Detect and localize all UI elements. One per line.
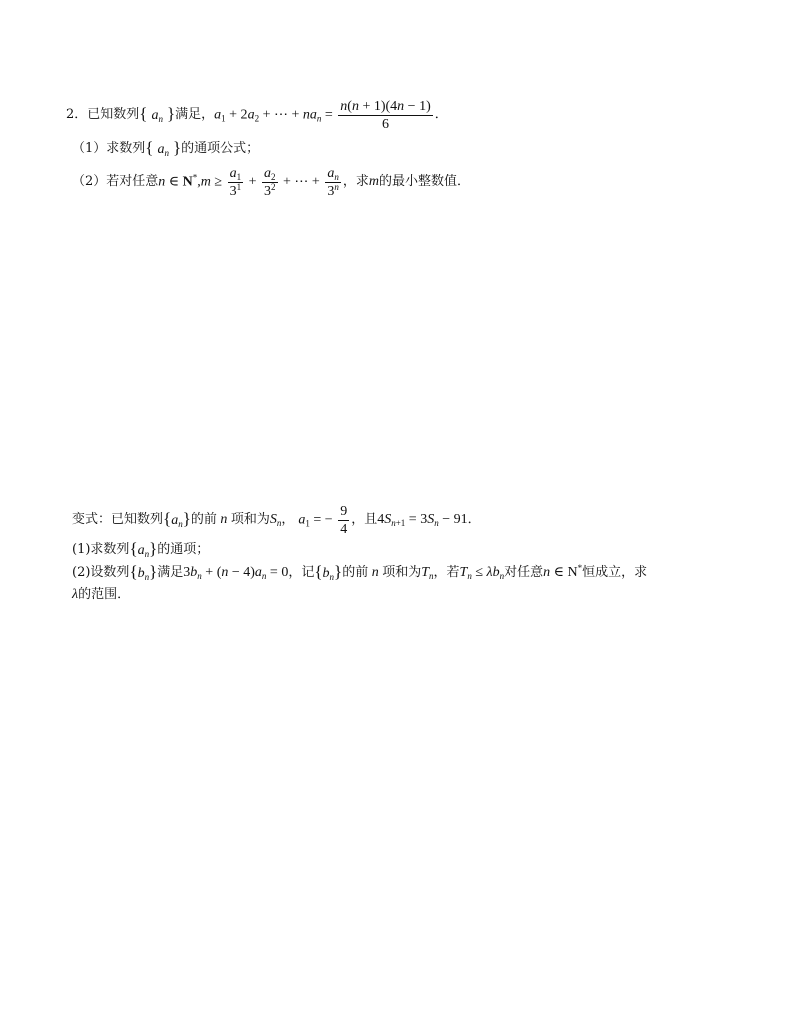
sequence-bn: $\{b_n\}$ xyxy=(129,562,158,582)
part-text: 求数列 xyxy=(90,542,130,557)
part-text-4: 的前 xyxy=(342,565,369,580)
variant-part-1 xyxy=(72,540,209,560)
bn-equation: $3b_n + (n - 4)a_n = 0$ xyxy=(183,565,289,581)
part-text: 若对任意 xyxy=(106,174,159,189)
sequence-bn: $\{b_n\}$ xyxy=(314,562,343,582)
part-text: 设数列 xyxy=(90,565,130,580)
variant-lead-3: 项和为 xyxy=(230,512,270,527)
sum-sn: $S_n$ xyxy=(269,512,282,528)
part-label: （1） xyxy=(72,141,107,156)
problem-number: 2． xyxy=(66,107,88,122)
problem-2-part-2 xyxy=(72,162,470,202)
part-label: (2) xyxy=(72,565,91,580)
variable-n: n xyxy=(216,512,231,527)
sequence-an: { $a_n$ } xyxy=(139,104,176,124)
variant-lead-2: 的前 xyxy=(190,512,217,527)
variant-lead-5: ，且 xyxy=(351,512,378,527)
part-text-7: 对任意 xyxy=(504,565,544,580)
variable-m: m xyxy=(368,174,379,189)
variant-part-2-continued xyxy=(72,585,130,605)
variant-lead-end: ． xyxy=(467,512,481,527)
variable-lambda: λ xyxy=(72,587,79,602)
part-text-2: 满足 xyxy=(157,565,184,580)
sum-tn: $T_n$ xyxy=(421,565,434,581)
part-line-2: 的范围． xyxy=(78,587,131,602)
recurrence-relation: $4S_{n+1} = 3S_n - 91$ xyxy=(377,512,468,528)
sum-equation: $a_1 + 2a_2$ + ⋯ + $na_n$ = $\frac{n(n + 1)(4n - 1)}{6}$ xyxy=(214,98,431,132)
stem-end: ． xyxy=(434,107,448,122)
part-text-6: ，若 xyxy=(433,565,460,580)
problem-2-stem xyxy=(66,94,448,136)
part-label: (1) xyxy=(72,542,91,557)
variant-part-2 xyxy=(72,562,647,584)
part-text-5: 项和为 xyxy=(382,565,422,580)
domain-n: n ∈ N* xyxy=(543,563,583,580)
variable-n: n xyxy=(368,565,383,580)
part-text-3: 的最小整数值． xyxy=(378,174,470,189)
part-text-8: 恒成立，求 xyxy=(582,565,648,580)
stem-text-2: 满足， xyxy=(175,107,215,122)
part-text: 求数列 xyxy=(106,141,146,156)
initial-term: $a_1$ = − $\frac{9}{4}$ xyxy=(298,503,348,537)
problem-2-part-1 xyxy=(72,138,259,160)
part-text-2: 的通项； xyxy=(157,542,210,557)
inequality-expression: n ∈ N*,m ≥ $\frac{a_1}{3^1}$ + $\frac{a_2}{3^2}$ + ⋯ + $\frac{a_n}{3^n}$ xyxy=(158,165,339,199)
stem-text: 已知数列 xyxy=(87,107,140,122)
part-label: （2） xyxy=(72,174,107,189)
sequence-an: { $a_n$ } xyxy=(145,138,182,158)
sequence-an: $\{a_n\}$ xyxy=(129,539,158,559)
variant-stem xyxy=(72,502,481,538)
variant-lead-4: ， xyxy=(281,512,295,527)
part-text-2: ，求 xyxy=(342,174,369,189)
inequality-tn: $T_n \le \lambda b_n$ xyxy=(459,565,505,581)
sequence-an: $\{a_n\}$ xyxy=(163,509,191,529)
part-text-3: ，记 xyxy=(288,565,315,580)
variant-lead: 变式：已知数列 xyxy=(72,512,164,527)
part-text-2: 的通项公式； xyxy=(181,141,260,156)
rhs-fraction: $\frac{n(n + 1)(4n - 1)}{6}$ xyxy=(340,98,431,132)
